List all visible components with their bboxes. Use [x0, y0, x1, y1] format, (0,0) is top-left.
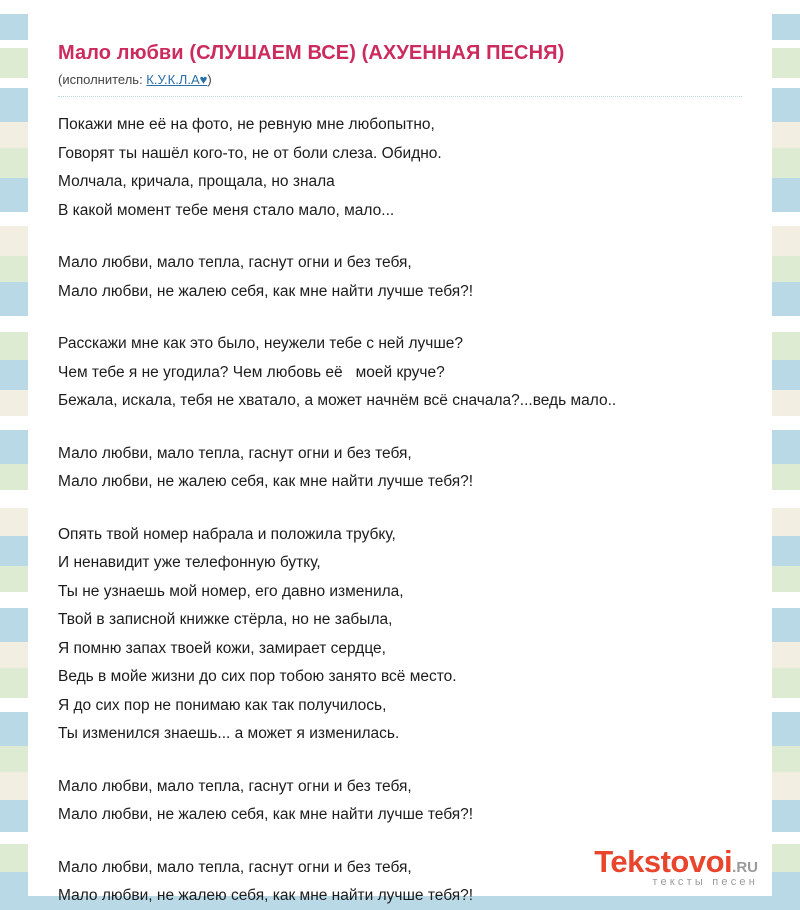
lyrics-sheet: [28, 14, 772, 904]
lyrics-line: Мало любви, мало тепла, гаснут огни и без тебя,: [58, 777, 412, 795]
lyrics-line: Покажи мне её на фото, не ревную мне любопытно,: [58, 116, 435, 133]
lyrics-stanza: [58, 521, 742, 749]
lyrics-line: Мало любви, не жалею себя, как мне найти лучше тебя?!: [58, 473, 474, 490]
artist-suffix-label: ): [207, 72, 212, 87]
lyrics-line: Мало любви, не жалею себя, как мне найти лучше тебя?!: [58, 806, 474, 823]
lyrics-line: Ты изменился знаешь... а может я изменилась.: [58, 725, 400, 742]
watermark-wordmark: [594, 846, 758, 878]
lyrics-line: Ведь в мойе жизни до сих пор тобою занято всё место.: [58, 668, 457, 685]
lyrics-line: Я помню запах твоей кожи, замирает сердце,: [58, 639, 386, 657]
lyrics-line: Мало любви, не жалею себя, как мне найти лучше тебя?!: [58, 282, 474, 300]
artist-line: [58, 72, 742, 97]
watermark-tld-text: .RU: [732, 859, 758, 876]
lyrics-line: Бежала, искала, тебя не хватало, а может начнём всё сначала?...ведь мало..: [58, 392, 617, 409]
lyrics-line: Мало любви, мало тепла, гаснут огни и без тебя,: [58, 444, 412, 462]
lyrics-line: Мало любви, не жалею себя, как мне найти лучше тебя?!: [58, 887, 474, 904]
lyrics-stanza: [58, 440, 742, 497]
lyrics-line: Ты не узнаешь мой номер, его давно изменила,: [58, 582, 404, 600]
site-watermark: [594, 846, 758, 888]
lyrics-text: [58, 111, 742, 910]
artist-link[interactable]: К.У.К.Л.А♥: [146, 72, 208, 87]
lyrics-line: Расскажи мне как это было, неужели тебе с ней лучше?: [58, 335, 464, 352]
lyrics-line: Молчала, кричала, прощала, но знала: [58, 173, 335, 190]
lyrics-line: Я до сих пор не понимаю как так получилось,: [58, 696, 387, 714]
watermark-main-text: Tekstovoi: [594, 844, 733, 879]
lyrics-line: Чем тебе я не угодила? Чем любовь её моей круче?: [58, 363, 445, 381]
background-stripe: [0, 0, 800, 14]
lyrics-line: В какой момент тебе меня стало мало, мало...: [58, 201, 395, 219]
lyrics-line: И ненавидит уже телефонную бутку,: [58, 554, 321, 571]
page-title: Мало любви (СЛУШАЕМ ВСЕ) (АХУЕННАЯ ПЕСНЯ): [58, 42, 565, 64]
lyrics-line: Мало любви, мало тепла, гаснут огни и без тебя,: [58, 858, 412, 876]
watermark-subtitle: тексты песен: [652, 876, 758, 888]
lyrics-line: Твой в записной книжке стёрла, но не забыла,: [58, 611, 393, 628]
artist-prefix-label: (исполнитель:: [58, 72, 147, 87]
lyrics-line: Говорят ты нашёл кого-то, не от боли слеза. Обидно.: [58, 144, 442, 162]
lyrics-stanza: [58, 330, 742, 416]
lyrics-stanza: [58, 249, 742, 306]
lyrics-line: Опять твой номер набрала и положила трубку,: [58, 525, 396, 543]
lyrics-stanza: [58, 773, 742, 830]
lyrics-stanza: [58, 111, 742, 225]
lyrics-line: Мало любви, мало тепла, гаснут огни и без тебя,: [58, 254, 412, 271]
